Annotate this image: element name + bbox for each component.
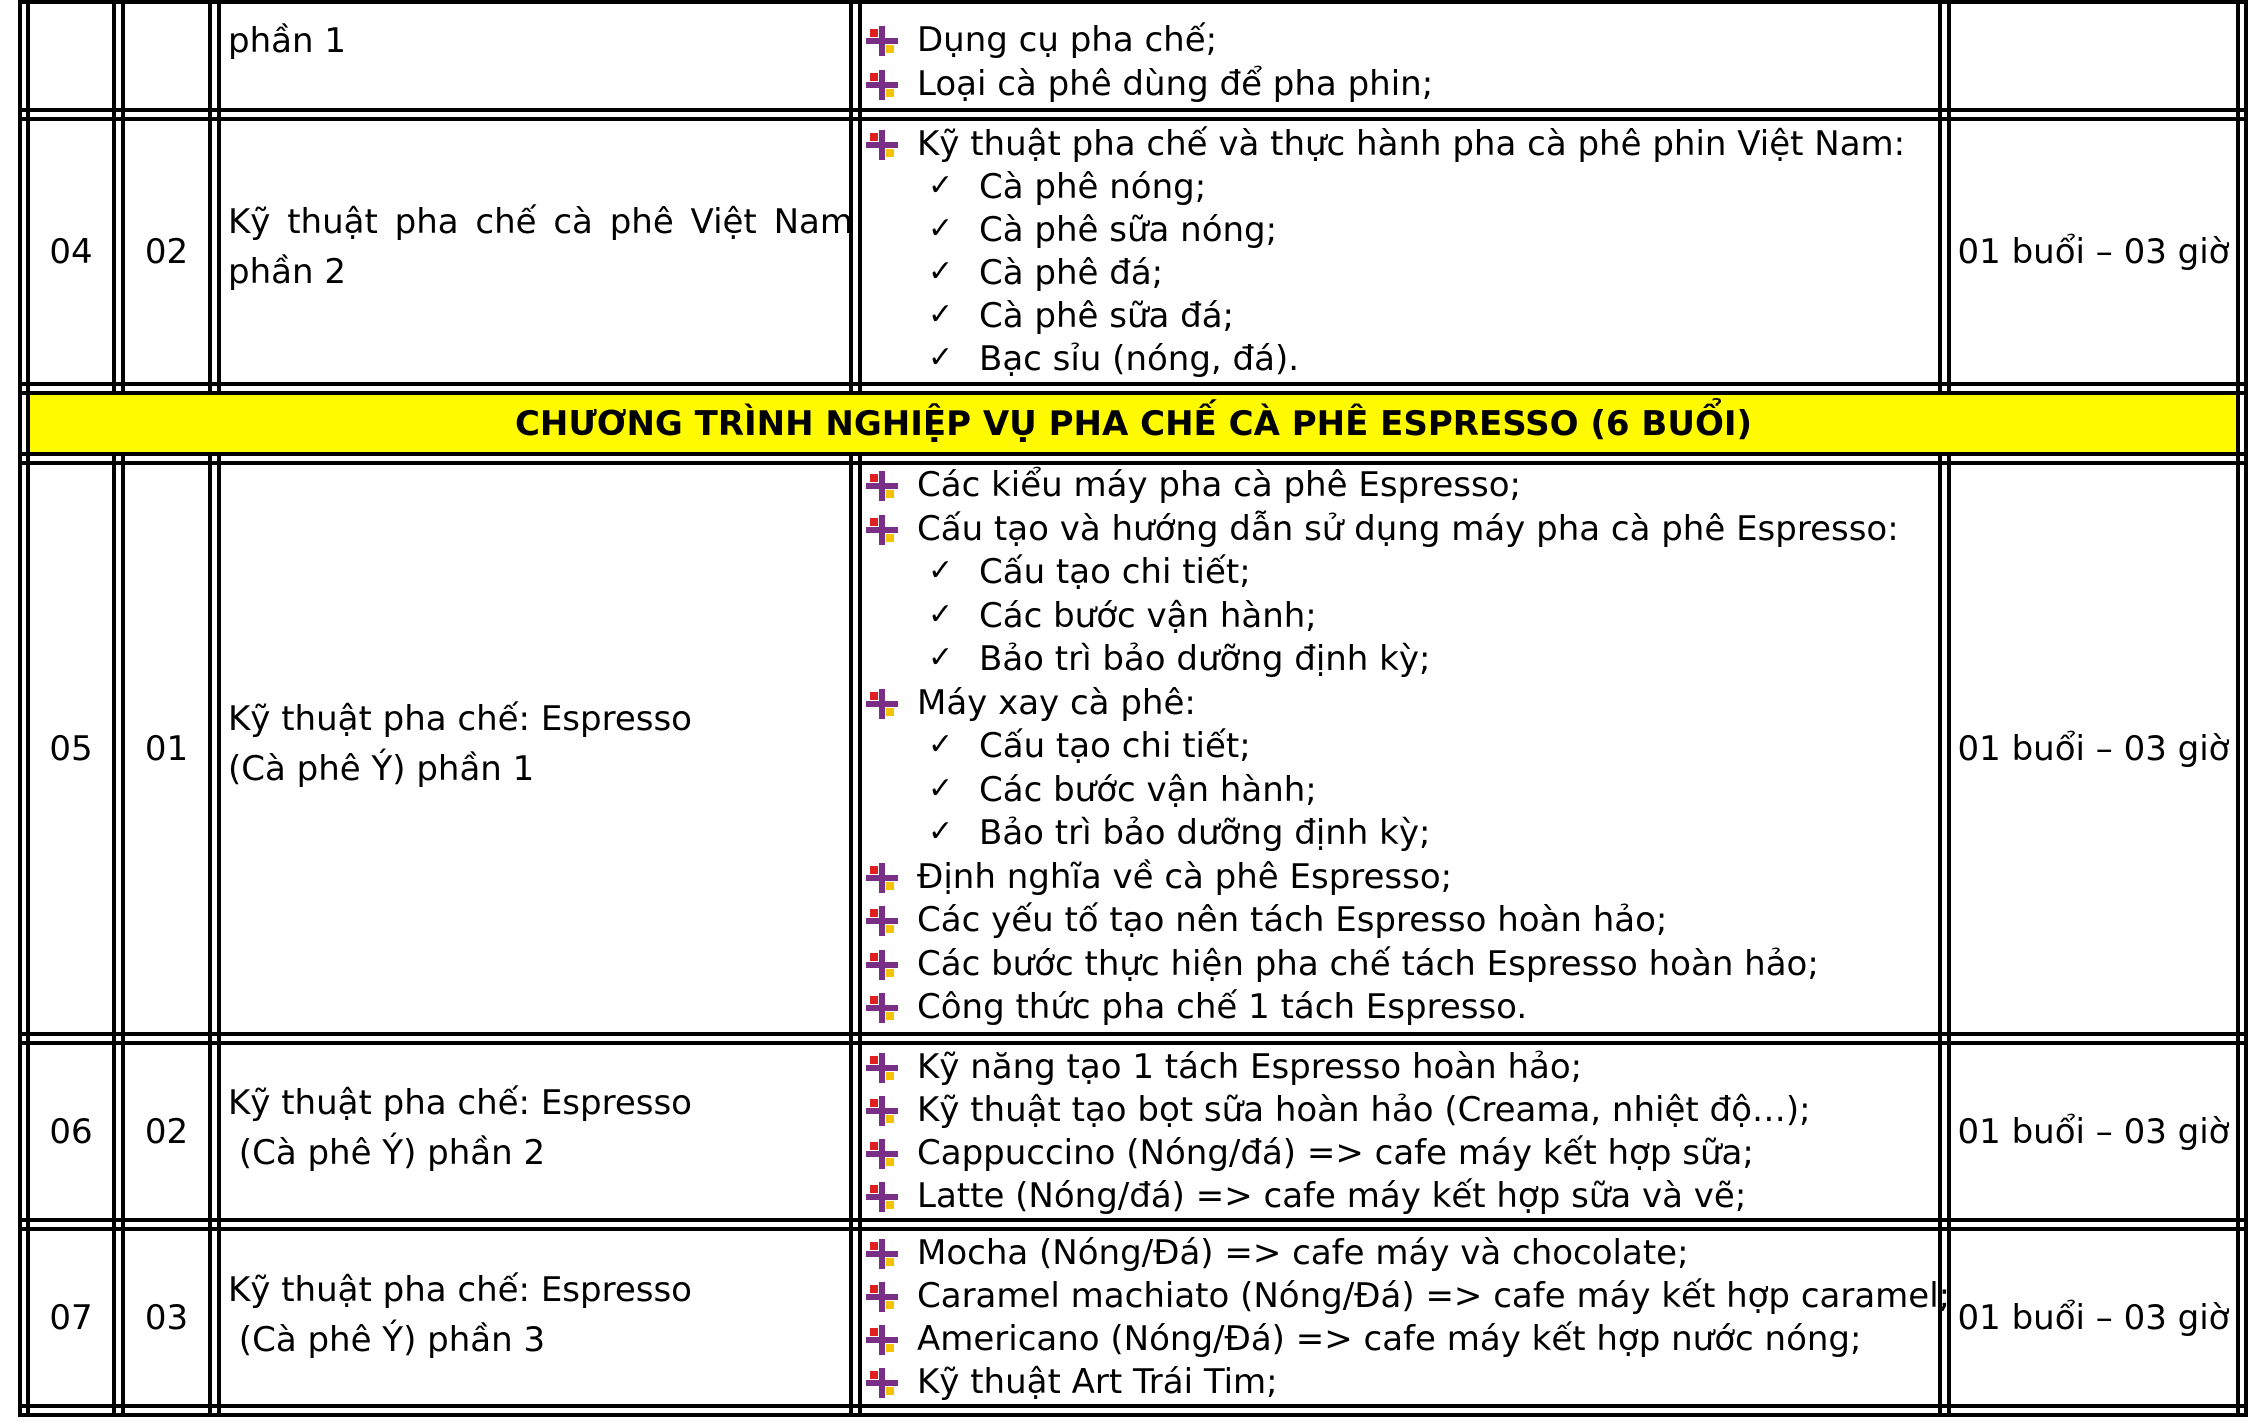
lesson-title-line: (Cà phê Ý) phần 3 [228, 1320, 546, 1360]
lesson-title-line: Kỹ thuật pha chế cà phê Việt Nam [228, 202, 853, 242]
section-banner-title: CHƯƠNG TRÌNH NGHIỆP VỤ PHA CHẾ CÀ PHÊ ESPRESSO (6 BUỔI) [514, 404, 1753, 444]
item-text: Các kiểu máy pha cà phê Espresso; [917, 465, 1521, 505]
table-border [2236, 0, 2240, 1417]
table-border [18, 1413, 2248, 1417]
row-number: 06 [49, 1111, 93, 1152]
row-border [18, 108, 2248, 112]
bullet-icon [866, 70, 898, 100]
checkmark-icon: ✓ [928, 727, 954, 762]
item-text: Cà phê đá; [979, 253, 1164, 293]
bullet-icon [866, 130, 898, 160]
checkmark-icon: ✓ [928, 597, 954, 632]
item-text: Caramel machiato (Nóng/Đá) => cafe máy kết hợp caramel; [917, 1276, 1951, 1316]
lesson-title [228, 1078, 692, 1178]
column-border [1938, 0, 1942, 395]
item-text: Cà phê nóng; [979, 167, 1207, 207]
bullet-icon [866, 1182, 898, 1212]
item-text: Các yếu tố tạo nên tách Espresso hoàn hảo; [917, 900, 1668, 940]
item-text: Bảo trì bảo dưỡng định kỳ; [979, 639, 1431, 679]
bullet-icon [866, 1139, 898, 1169]
checkmark-icon: ✓ [928, 254, 954, 289]
row-number: 07 [49, 1297, 93, 1338]
lesson-title [228, 197, 853, 297]
column-border [112, 452, 116, 1417]
item-text: Cấu tạo và hướng dẫn sử dụng máy pha cà phê Espresso: [917, 509, 1899, 549]
item-text: Kỹ thuật tạo bọt sữa hoàn hảo (Creama, nhiệt độ…); [917, 1090, 1811, 1130]
row-border [18, 1032, 2248, 1036]
item-text: Định nghĩa về cà phê Espresso; [917, 857, 1453, 897]
table-border [18, 1404, 2248, 1408]
column-border [858, 452, 862, 1417]
checkmark-icon: ✓ [928, 553, 954, 588]
item-text: Cấu tạo chi tiết; [979, 726, 1251, 766]
bullet-icon [866, 26, 898, 56]
item-text: Bảo trì bảo dưỡng định kỳ; [979, 813, 1431, 853]
bullet-icon [866, 1368, 898, 1398]
item-text: Cà phê sữa nóng; [979, 210, 1278, 250]
item-text: Các bước vận hành; [979, 770, 1317, 810]
duration: 01 buổi – 03 giờ [1957, 1297, 2230, 1338]
checkmark-icon: ✓ [928, 168, 954, 203]
column-border [858, 0, 862, 395]
table-border [2244, 0, 2248, 1417]
item-text: Loại cà phê dùng để pha phin; [917, 64, 1434, 104]
bullet-icon [866, 515, 898, 545]
duration: 01 buổi – 03 giờ [1957, 231, 2230, 272]
column-border [217, 0, 221, 395]
lesson-title-line: phần 1 [228, 21, 346, 61]
item-text: Cấu tạo chi tiết; [979, 552, 1251, 592]
row-border [18, 452, 2248, 456]
item-text: Kỹ năng tạo 1 tách Espresso hoàn hảo; [917, 1047, 1583, 1087]
lesson-title-line: Kỹ thuật pha chế: Espresso [228, 699, 692, 739]
item-text: Các bước vận hành; [979, 596, 1317, 636]
item-text: Mocha (Nóng/Đá) => cafe máy và chocolate; [917, 1233, 1689, 1273]
session-number: 02 [144, 231, 189, 272]
item-text: Kỹ thuật Art Trái Tim; [917, 1362, 1278, 1402]
item-text: Latte (Nóng/đá) => cafe máy kết hợp sữa và vẽ; [917, 1176, 1747, 1216]
bullet-icon [866, 906, 898, 936]
lesson-title [228, 694, 692, 794]
lesson-title-line: (Cà phê Ý) phần 2 [228, 1133, 546, 1173]
duration: 01 buổi – 03 giờ [1957, 1111, 2230, 1152]
checkmark-icon: ✓ [928, 297, 954, 332]
row-border [18, 117, 2248, 121]
session-number: 03 [144, 1297, 189, 1338]
session-number: 01 [144, 728, 189, 769]
checkmark-icon: ✓ [928, 814, 954, 849]
item-text: Dụng cụ pha chế; [917, 20, 1218, 60]
bullet-icon [866, 993, 898, 1023]
item-text: Cappuccino (Nóng/đá) => cafe máy kết hợp sữa; [917, 1133, 1754, 1173]
item-text: Americano (Nóng/Đá) => cafe máy kết hợp nước nóng; [917, 1319, 1862, 1359]
bullet-icon [866, 1053, 898, 1083]
item-text: Kỹ thuật pha chế và thực hành pha cà phê phin Việt Nam: [917, 124, 1906, 164]
column-border [217, 452, 221, 1417]
lesson-title-line: Kỹ thuật pha chế: Espresso [228, 1270, 692, 1310]
lesson-title-line: (Cà phê Ý) phần 1 [228, 749, 535, 789]
row-border [18, 1218, 2248, 1222]
bullet-icon [866, 471, 898, 501]
bullet-icon [866, 1282, 898, 1312]
bullet-icon [866, 1096, 898, 1126]
lesson-title [228, 1265, 692, 1365]
checkmark-icon: ✓ [928, 211, 954, 246]
item-text: Máy xay cà phê: [917, 683, 1196, 723]
column-border [208, 452, 212, 1417]
checkmark-icon: ✓ [928, 340, 954, 375]
bullet-icon [866, 689, 898, 719]
lesson-title-line: Kỹ thuật pha chế: Espresso [228, 1083, 692, 1123]
checkmark-icon: ✓ [928, 771, 954, 806]
item-text: Bạc sỉu (nóng, đá). [979, 339, 1300, 379]
column-border [849, 452, 853, 1417]
column-border [112, 0, 116, 395]
row-border [18, 382, 2248, 386]
lesson-title-line: phần 2 [228, 252, 346, 292]
section-banner [27, 395, 2240, 452]
checkmark-icon: ✓ [928, 640, 954, 675]
table-border [18, 0, 2248, 4]
row-number: 05 [49, 728, 93, 769]
bullet-icon [866, 1239, 898, 1269]
row-number: 04 [49, 231, 93, 272]
column-border [208, 0, 212, 395]
bullet-icon [866, 1325, 898, 1355]
table-border [18, 0, 22, 1417]
duration: 01 buổi – 03 giờ [1957, 728, 2230, 769]
bullet-icon [866, 950, 898, 980]
item-text: Các bước thực hiện pha chế tách Espresso hoàn hảo; [917, 944, 1819, 984]
item-text: Cà phê sữa đá; [979, 296, 1235, 336]
session-number: 02 [144, 1111, 189, 1152]
item-text: Công thức pha chế 1 tách Espresso. [917, 987, 1528, 1027]
bullet-icon [866, 863, 898, 893]
column-border [1938, 452, 1942, 1417]
lesson-title [228, 18, 346, 64]
